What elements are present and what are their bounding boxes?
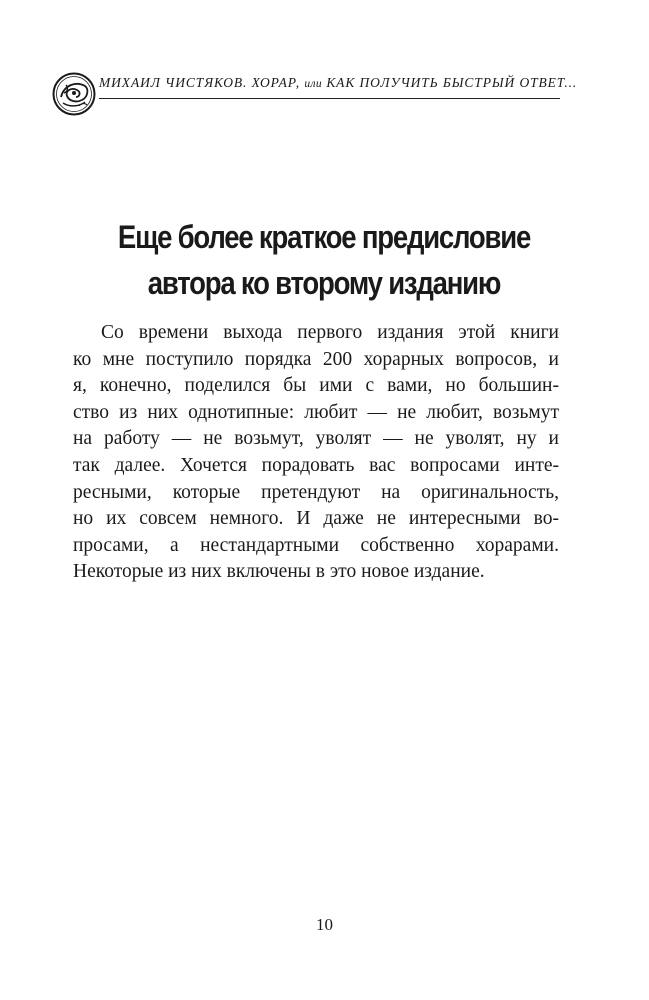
header-rule <box>99 98 560 99</box>
chapter-title-line: Еще более краткое предисловие <box>117 219 531 255</box>
paragraph-line: так далее. Хочется порадовать вас вопросами инте- <box>73 454 559 476</box>
paragraph-line: на работу — не возьмут, уволят — не уволят, ну и <box>73 428 559 450</box>
page-number: 10 <box>316 915 333 934</box>
header-subtitle: КАК ПОЛУЧИТЬ БЫСТРЫЙ ОТВЕТ... <box>326 75 578 90</box>
chapter-title <box>80 214 568 306</box>
paragraph-line: я, конечно, поделился бы ими с вами, но большин- <box>73 375 559 397</box>
chapter-title-line: автора ко второму изданию <box>147 265 501 301</box>
paragraph-line: Некоторые из них включены в это новое издание. <box>73 561 485 583</box>
paragraph-line: но их совсем немного. И даже не интересными во- <box>73 508 559 530</box>
publisher-emblem-icon <box>52 72 96 116</box>
paragraph-line: Со времени выхода первого издания этой книги <box>101 322 559 343</box>
paragraph-line: ство из них однотипные: любит — не любит, возьмут <box>73 401 559 423</box>
running-header-title <box>99 75 577 91</box>
body-paragraph <box>73 320 559 586</box>
header-conjunction: или <box>304 78 323 90</box>
paragraph-line: просами, а нестандартными собственно хорарами. <box>73 534 559 556</box>
paragraph-line: ресными, которые претендуют на оригинальность, <box>73 481 559 503</box>
paragraph-line: ко мне поступило порядка 200 хорарных вопросов, и <box>73 348 559 370</box>
header-author-title: МИХАИЛ ЧИСТЯКОВ. ХОРАР, <box>99 75 301 90</box>
running-header <box>52 72 578 118</box>
